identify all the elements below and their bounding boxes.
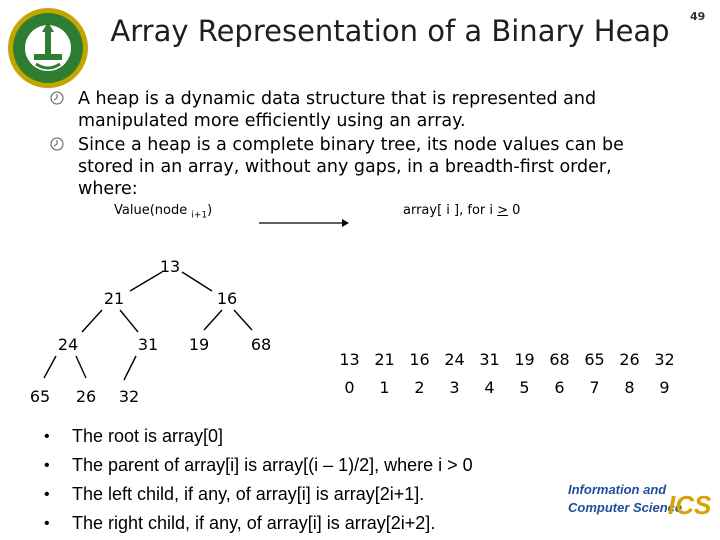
array-label-operator: > [497, 203, 509, 218]
heap-rules-list [40, 422, 473, 538]
array-value-cell: 13 [339, 349, 360, 369]
array-index-label [403, 203, 520, 218]
tree-node-7: 65 [29, 387, 51, 406]
array-label-prefix: array[ i ], for i [403, 203, 498, 218]
node-index-subscript: i+1 [191, 210, 208, 221]
clock-bullet-icon [50, 137, 64, 151]
ics-logo-mark: ICS [668, 490, 712, 520]
slide-number: 49 [690, 10, 706, 23]
array-label-suffix: 0 [508, 203, 521, 218]
clock-bullet-icon [50, 91, 64, 105]
tree-edge [82, 310, 102, 332]
slide-title: Array Representation of a Binary Heap [110, 14, 670, 48]
tree-edge [204, 310, 222, 330]
array-value-cell: 32 [654, 349, 675, 369]
tree-node-2: 16 [216, 289, 238, 308]
array-value-cell: 26 [619, 349, 640, 369]
ics-logo-line2: Computer Science [568, 500, 683, 515]
array-value-cell: 19 [514, 349, 535, 369]
intro-bullets [50, 88, 670, 202]
array-index-cell: 7 [589, 377, 600, 397]
mapping-arrow [258, 216, 350, 230]
array-index-cell: 0 [344, 377, 355, 397]
tree-edge [234, 310, 252, 330]
heap-tree-diagram [0, 240, 320, 420]
array-values-row [332, 345, 682, 373]
array-index-row [332, 373, 682, 401]
tree-edge [44, 356, 56, 378]
heap-array-table [332, 345, 682, 401]
array-index-cell: 6 [554, 377, 565, 397]
tree-node-6: 68 [250, 335, 272, 354]
array-index-cell: 5 [519, 377, 530, 397]
tree-node-1: 21 [103, 289, 125, 308]
array-index-cell: 4 [484, 377, 495, 397]
array-value-cell: 21 [374, 349, 395, 369]
tree-edge [124, 356, 136, 380]
array-value-cell: 31 [479, 349, 500, 369]
array-value-cell: 65 [584, 349, 605, 369]
tree-node-5: 19 [188, 335, 210, 354]
array-value-cell: 24 [444, 349, 465, 369]
node-value-close: ) [207, 203, 213, 218]
rule-item: • The root is array[0] [40, 422, 473, 451]
bullet-text: Since a heap is a complete binary tree, its node values can be stored in an array, without any gaps, in a breadth-first order, where: [78, 135, 624, 199]
array-index-cell: 2 [414, 377, 425, 397]
bullet-item [50, 88, 670, 132]
array-index-cell: 9 [659, 377, 670, 397]
tree-edge [76, 356, 86, 378]
rule-item: • The right child, if any, of array[i] is array[2i+2]. [40, 509, 473, 538]
tree-node-0: 13 [159, 257, 181, 276]
university-logo [6, 6, 90, 90]
array-index-cell: 3 [449, 377, 460, 397]
tree-edge [130, 272, 162, 291]
array-index-cell: 1 [379, 377, 390, 397]
node-value-label [114, 203, 212, 221]
rule-item: • The left child, if any, of array[i] is array[2i+1]. [40, 480, 473, 509]
array-value-cell: 68 [549, 349, 570, 369]
tree-node-8: 26 [75, 387, 97, 406]
array-value-cell: 16 [409, 349, 430, 369]
array-index-cell: 8 [624, 377, 635, 397]
ics-department-logo [564, 472, 714, 532]
tree-edge [120, 310, 138, 332]
tree-node-9: 32 [118, 387, 140, 406]
ics-logo-line1: Information and [568, 482, 667, 497]
tree-edge [182, 272, 212, 291]
tree-node-3: 24 [57, 335, 79, 354]
rule-item: • The parent of array[i] is array[(i – 1)/2], where i > 0 [40, 451, 473, 480]
tree-node-4: 31 [137, 335, 159, 354]
bullet-text: A heap is a dynamic data structure that is represented and manipulated more efficiently using an array. [78, 89, 597, 131]
node-value-text: Value(node [114, 203, 192, 218]
bullet-item [50, 134, 670, 200]
